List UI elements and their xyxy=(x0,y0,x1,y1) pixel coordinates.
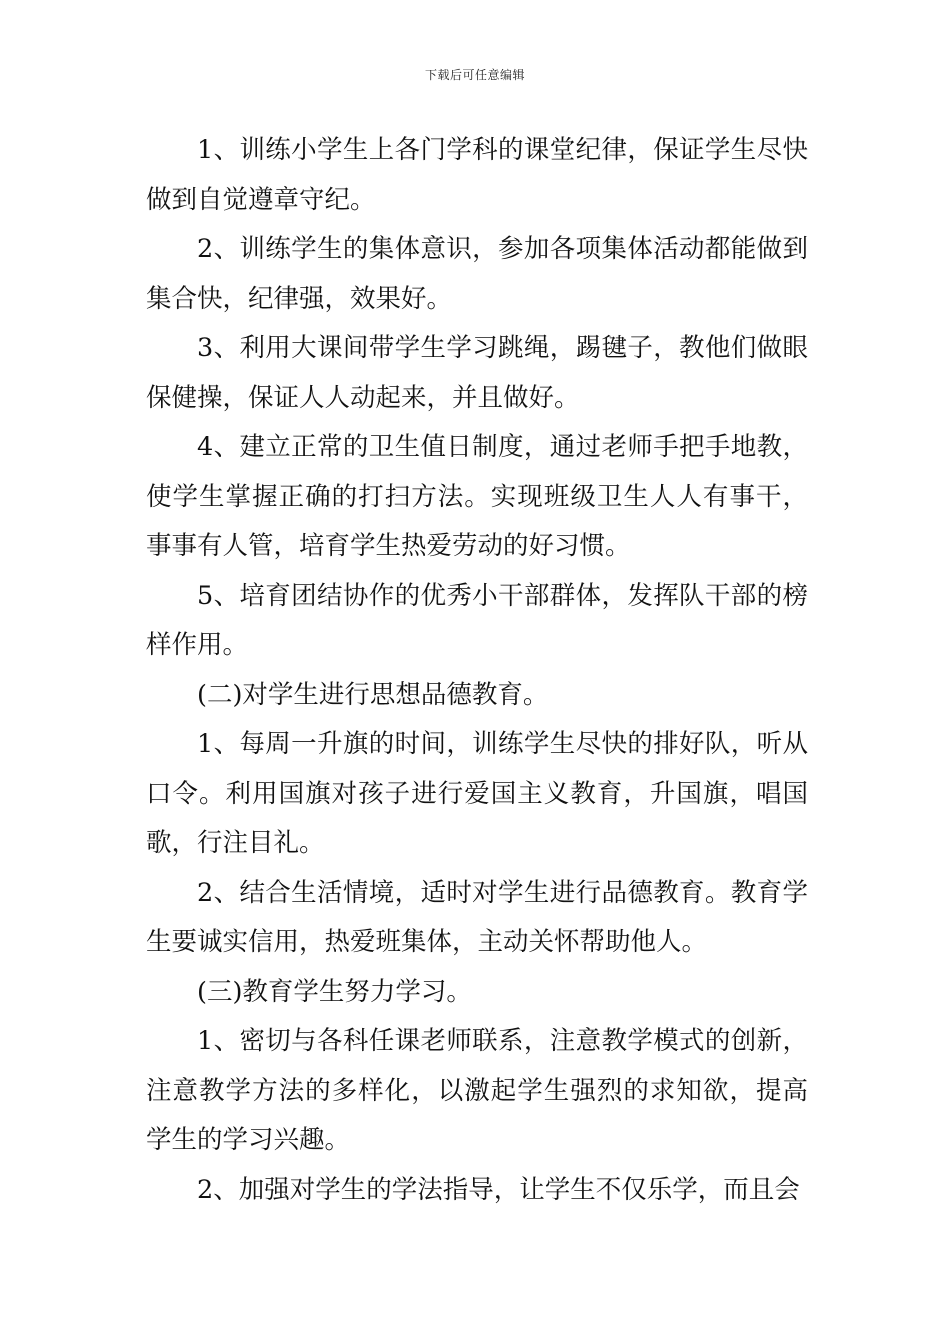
paragraph-3: 3、利用大课间带学生学习跳绳，踢毽子，教他们做眼保健操，保证人人动起来，并且做好。 xyxy=(146,333,808,413)
section-heading-2: (二)对学生进行思想品德教育。 xyxy=(197,679,549,710)
paragraph-9: 2、加强对学生的学法指导，让学生不仅乐学，而且会 xyxy=(197,1174,800,1205)
paragraph-7: 2、结合生活情境，适时对学生进行品德教育。教育学生要诚实信用，热爱班集体，主动关怀帮助他人。 xyxy=(146,877,808,957)
paragraph-4: 4、建立正常的卫生值日制度，通过老师手把手地教，使学生掌握正确的打扫方法。实现班级卫生人人有事干，事事有人管，培育学生热爱劳动的好习惯。 xyxy=(146,432,808,561)
page-header: 下载后可任意编辑 xyxy=(424,68,525,82)
paragraph-2: 2、训练学生的集体意识，参加各项集体活动都能做到集合快，纪律强，效果好。 xyxy=(146,234,808,314)
paragraph-8: 1、密切与各科任课老师联系，注意教学模式的创新，注意教学方法的多样化，以激起学生强烈的求知欲，提高学生的学习兴趣。 xyxy=(146,1026,808,1155)
paragraph-6: 1、每周一升旗的时间，训练学生尽快的排好队，听从口令。利用国旗对孩子进行爱国主义教育，升国旗，唱国歌，行注目礼。 xyxy=(146,729,808,858)
paragraph-5: 5、培育团结协作的优秀小干部群体，发挥队干部的榜样作用。 xyxy=(146,580,808,660)
document-body xyxy=(146,126,808,1215)
paragraph-1: 1、训练小学生上各门学科的课堂纪律，保证学生尽快做到自觉遵章守纪。 xyxy=(146,135,808,215)
section-heading-3: (三)教育学生努力学习。 xyxy=(197,976,472,1007)
